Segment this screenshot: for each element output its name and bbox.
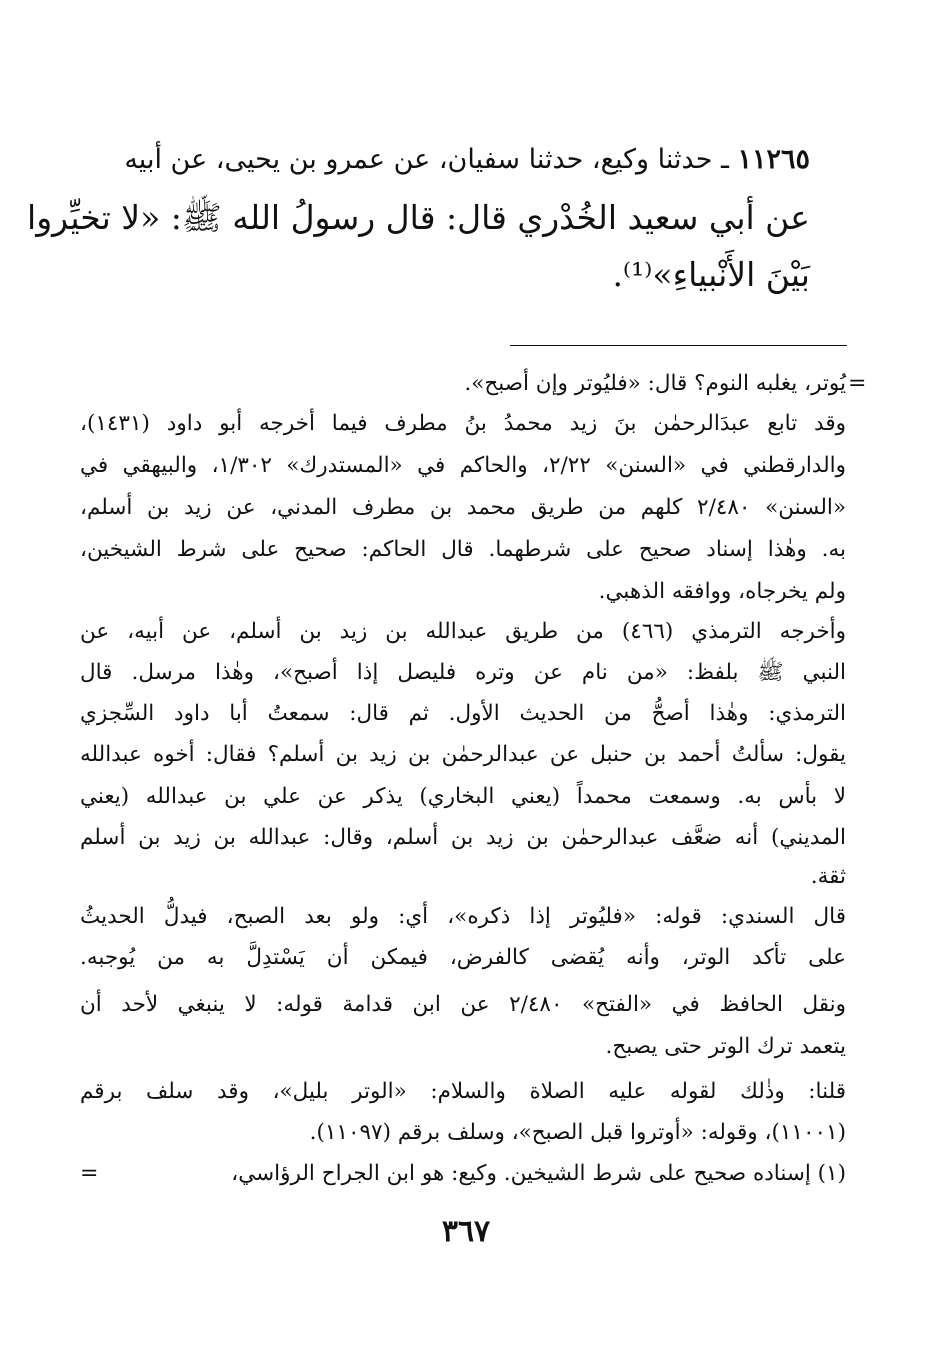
- footnote-line: ولم يخرجاه، ووافقه الذهبي.: [598, 579, 846, 604]
- footnote-line: قلنا: وذٰلك لقوله عليه الصلاة والسلام: «الوتر بليل»، وقد سلف برقم: [80, 1079, 846, 1104]
- footnote-line: ثقة.: [810, 864, 846, 889]
- page-number: ٣٦٧: [441, 1214, 491, 1249]
- footnote-line: يقول: سألتُ أحمد بن حنبل عن عبدالرحمٰن بن زيد بن أسلم؟ فقال: أخوه عبدالله: [80, 742, 846, 767]
- footnote-line: الترمذي: وهٰذا أصحُّ من الحديث الأول. ثم قال: سمعتُ أبا داود السِّجزي: [80, 701, 846, 726]
- footnote-line: ونقل الحافظ في «الفتح» ٢/٤٨٠ عن ابن قدامة قوله: لا ينبغي لأحد أن: [80, 992, 847, 1017]
- footnote-separator: [510, 345, 847, 346]
- footnote-line: (١١٠٠١)، وقوله: «أوتروا قبل الصبح»، وسلف برقم (١١٠٩٧).: [309, 1120, 846, 1145]
- hadith-line-1: [124, 140, 810, 180]
- footnote-line: وقد تابع عبدَالرحمٰن بنَ زيد محمدُ بنُ مطرف فيما أخرجه أبو داود (١٤٣١)،: [80, 411, 846, 436]
- footnote-line: لا بأس به. وسمعت محمداً (يعني البخاري) يذكر عن علي بن عبدالله (يعني: [80, 784, 846, 809]
- footnote-line: «السنن» ٢/٤٨٠ كلهم من طريق محمد بن مطرف المدني، عن زيد بن أسلم،: [80, 495, 846, 520]
- footnote-line: النبي ﷺ بلفظ: «من نام عن وتره فليصل إذا أصبح»، وهٰذا مرسل. قال: [80, 660, 846, 685]
- footnote-line: المديني) أنه ضعَّف عبدالرحمٰن بن زيد بن أسلم، وقال: عبدالله بن زيد بن أسلم: [80, 825, 846, 850]
- hadith-line-3: بَيْنَ الأَنْبياءِ»⁽¹⁾.: [612, 255, 810, 294]
- footnote-line: يُوتر، يغلبه النوم؟ قال: «فليُوتر وإن أصبح».: [464, 371, 846, 396]
- trailing-continuation-mark: =: [80, 1161, 99, 1186]
- hadith-chain-text: ـ حدثنا وكيع، حدثنا سفيان، عن عمرو بن يحيى، عن أبيه: [124, 144, 738, 175]
- footnote-line: به. وهٰذا إسناد صحيح على شرطهما. قال الحاكم: صحيح على شرط الشيخين،: [80, 537, 846, 562]
- footnote-one: (١) إسناده صحيح على شرط الشيخين. وكيع: هو ابن الجراح الرؤاسي،: [231, 1161, 846, 1186]
- continuation-mark: =: [848, 371, 867, 396]
- footnote-line: والدارقطني في «السنن» ٢/٢٢، والحاكم في «المستدرك» ١/٣٠٢، والبيهقي في: [80, 453, 846, 478]
- footnote-line: يتعمد ترك الوتر حتى يصبح.: [605, 1034, 846, 1059]
- footnote-line: على تأكد الوتر، وأنه يُقضى كالفرض، فيمكن أن يَسْتدِلَّ به من يُوجبه.: [80, 945, 846, 970]
- hadith-number: ١١٢٦٥: [737, 144, 810, 175]
- footnote-line: قال السندي: قوله: «فليُوتر إذا ذكره»، أي: ولو بعد الصبح، فيدلُّ الحديثُ: [80, 904, 846, 929]
- footnote-line: وأخرجه الترمذي (٤٦٦) من طريق عبدالله بن زيد بن أسلم، عن أبيه، عن: [80, 619, 847, 644]
- hadith-line-2: عن أبي سعيد الخُدْري قال: قال رسولُ الله ﷺ: «لا تخيِّروا: [27, 198, 810, 237]
